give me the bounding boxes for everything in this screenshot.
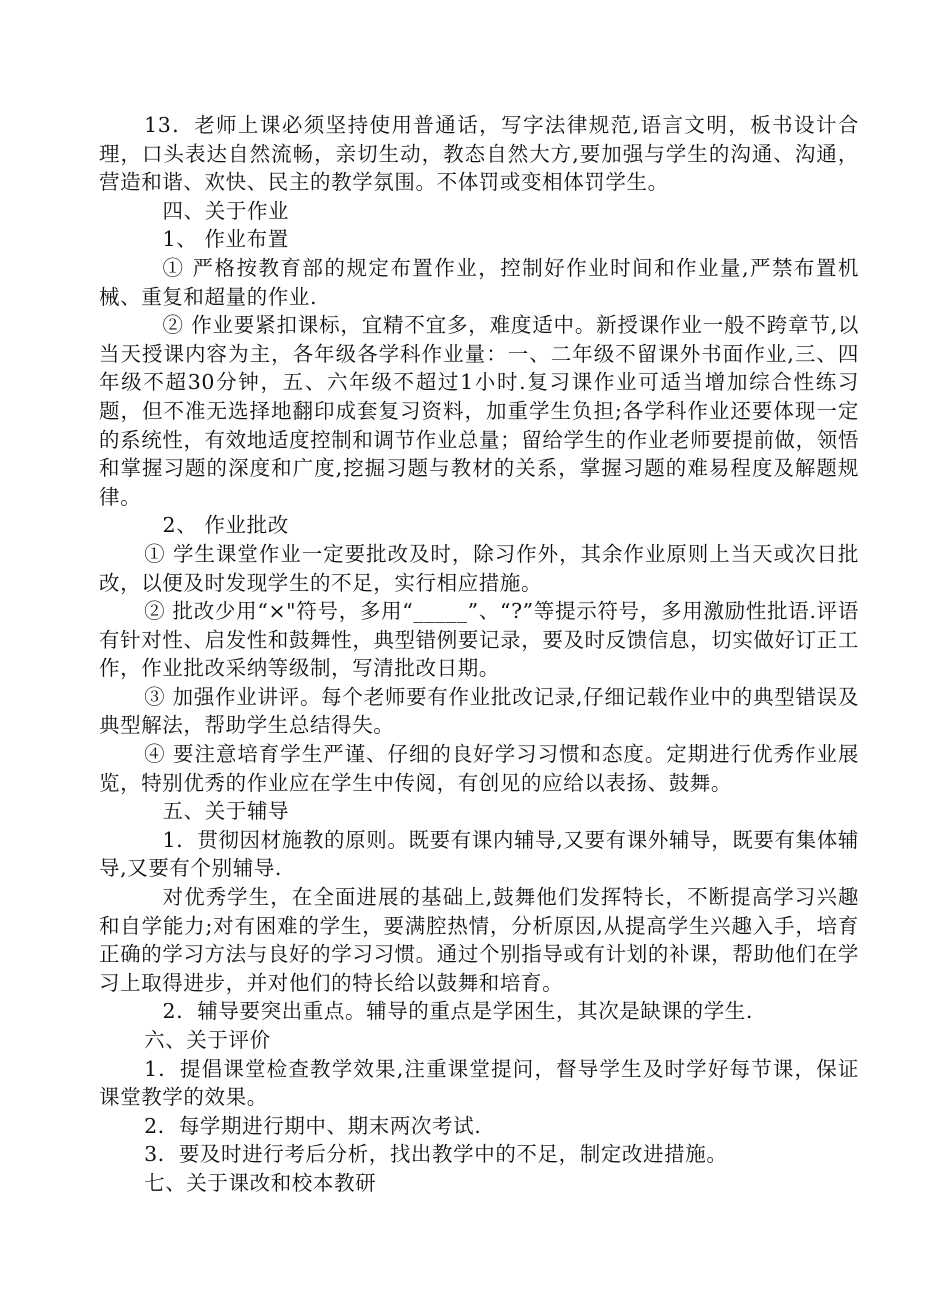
section-heading-tutoring: 五、关于辅导 [162,799,290,824]
paragraph-grading-rule-3: ③ 加强作业讲评。每个老师要有作业批改记录,仔细记载作业中的典型错误及典型解法，帮助学生总结得失。 [99,684,859,738]
paragraph-assignment-rule-2: ② 作业要紧扣课标，宜精不宜多，难度适中。新授课作业一般不跨章节,以当天授课内容为主，各年级各学科作业量：一、二年级不留课外书面作业,三、四年级不超30分钟，五、六年级不超过1小时.复习课作业可适当增加综合性练习题，但不准无选择地翻印成套复习资料，加重学生负担;各学科作业还要体现一定的系统性，有效地适度控制和调节作业总量；留给学生的作业老师要提前做，领悟和掌握习题的深度和广度,挖掘习题与教材的关系，掌握习题的难易程度及解题规律。 [99,313,859,509]
paragraph-grading-rule-1: ① 学生课堂作业一定要批改及时，除习作外，其余作业原则上当天或次日批改，以便及时发现学生的不足，实行相应措施。 [99,541,859,595]
subheading-homework-grading: 2、 作业批改 [162,513,289,538]
section-heading-homework: 四、关于作业 [162,198,290,223]
subheading-homework-assignment: 1、 作业布置 [162,227,289,252]
paragraph-evaluation-rule-1: 1．提倡课堂检查教学效果,注重课堂提问，督导学生及时学好每节课，保证课堂教学的效果。 [99,1056,859,1110]
paragraph-tutoring-detail: 对优秀学生，在全面进展的基础上,鼓舞他们发挥特长，不断提高学习兴趣和自学能力;对有困难的学生，要满腔热情，分析原因,从提高学生兴趣入手，培育正确的学习方法与良好的学习习惯。通过个别指导或有计划的补课，帮助他们在学习上取得进步，并对他们的特长给以鼓舞和培育。 [99,885,859,995]
paragraph-tutoring-rule-1: 1．贯彻因材施教的原则。既要有课内辅导,又要有课外辅导，既要有集体辅导,又要有个别辅导. [99,827,859,881]
section-heading-curriculum-reform: 七、关于课改和校本教研 [144,1170,377,1195]
paragraph-evaluation-rule-3: 3．要及时进行考后分析，找出教学中的不足，制定改进措施。 [144,1142,728,1167]
document-body [99,111,859,1198]
paragraph-grading-rule-4: ④ 要注意培育学生严谨、仔细的良好学习习惯和态度。定期进行优秀作业展览，特别优秀的作业应在学生中传阅，有创见的应给以表扬、鼓舞。 [99,742,859,795]
paragraph-grading-rule-2: ② 批改少用“×"符号，多用“_____”、“?”等提示符号，多用激励性批语.评语有针对性、启发性和鼓舞性，典型错例要记录，要及时反馈信息，切实做好订正工作，作业批改采纳等级制，写清批改日期。 [99,599,859,681]
paragraph-tutoring-rule-2: 2．辅导要突出重点。辅导的重点是学困生，其次是缺课的学生. [162,999,754,1024]
paragraph-assignment-rule-1: ① 严格按教育部的规定布置作业，控制好作业时间和作业量,严禁布置机械、重复和超量的作业. [99,255,859,309]
section-heading-evaluation: 六、关于评价 [144,1028,271,1052]
paragraph-evaluation-rule-2: 2．每学期进行期中、期末两次考试. [144,1113,482,1138]
paragraph-teacher-standards: 13．老师上课必须坚持使用普通话，写字法律规范,语言文明，板书设计合理，口头表达自然流畅，亲切生动，教态自然大方,要加强与学生的沟通、沟通，营造和谐、欢快、民主的教学氛围。不体罚或变相体罚学生。 [99,113,859,195]
